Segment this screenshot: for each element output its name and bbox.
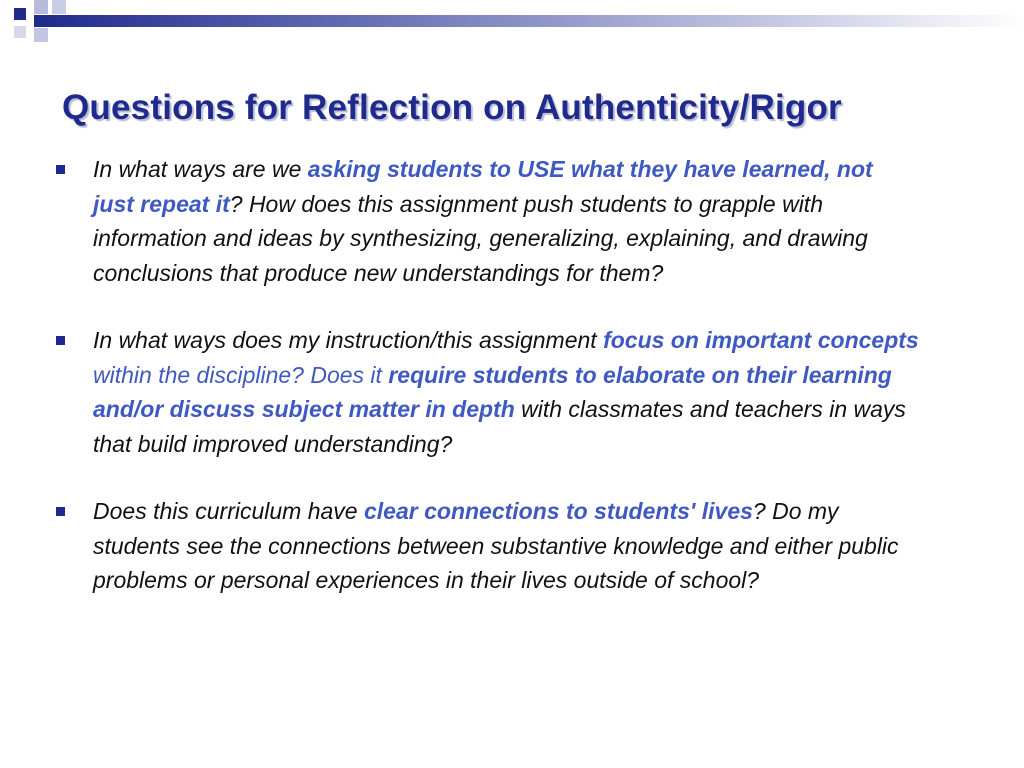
- highlighted-phrase: focus on important concepts: [603, 327, 919, 353]
- text-segment: ? Do my students see the connections between substantive knowledge and either public problems or personal experiences in their lives outside of school?: [93, 498, 899, 593]
- deco-square-light: [14, 26, 26, 38]
- bullet-list: [52, 152, 952, 598]
- highlighted-text: within the discipline? Does it: [93, 361, 389, 388]
- text-segment: ? How does this assignment push students to grapple with information and ideas by synthesizing, generalizing, explaining, and drawing conclusions that produce new understandings for them?: [93, 190, 868, 286]
- deco-square-dark: [14, 8, 26, 20]
- text-segment: with classmates and teachers in ways that build improved understanding?: [93, 396, 906, 457]
- bullet-text: [93, 152, 893, 290]
- bullet-square-icon: [56, 165, 65, 174]
- highlighted-phrase: require students to elaborate on their learning and/or discuss subject matter in depth: [93, 361, 892, 422]
- highlighted-phrase: asking students to USE what they have learned, not just repeat it: [93, 156, 873, 217]
- text-segment: In what ways does my instruction/this assignment: [93, 327, 604, 353]
- bullet-text: [93, 323, 933, 461]
- text-segment: In what ways are we: [93, 156, 308, 182]
- deco-square-light: [34, 0, 48, 14]
- bullet-text: [93, 494, 915, 598]
- bullet-item: [52, 494, 952, 598]
- header-decoration: [0, 0, 1024, 48]
- deco-square-light: [34, 28, 48, 42]
- bullet-square-icon: [56, 507, 65, 516]
- bullet-item: [52, 152, 952, 290]
- text-segment: Does this curriculum have: [93, 498, 364, 524]
- highlighted-phrase: clear connections to students' lives: [364, 498, 753, 524]
- deco-square-light: [52, 0, 66, 14]
- header-gradient-bar: [0, 0, 1024, 48]
- slide-title: Questions for Reflection on Authenticity/Rigor: [62, 88, 842, 127]
- bullet-item: [52, 323, 952, 461]
- bullet-square-icon: [56, 336, 65, 345]
